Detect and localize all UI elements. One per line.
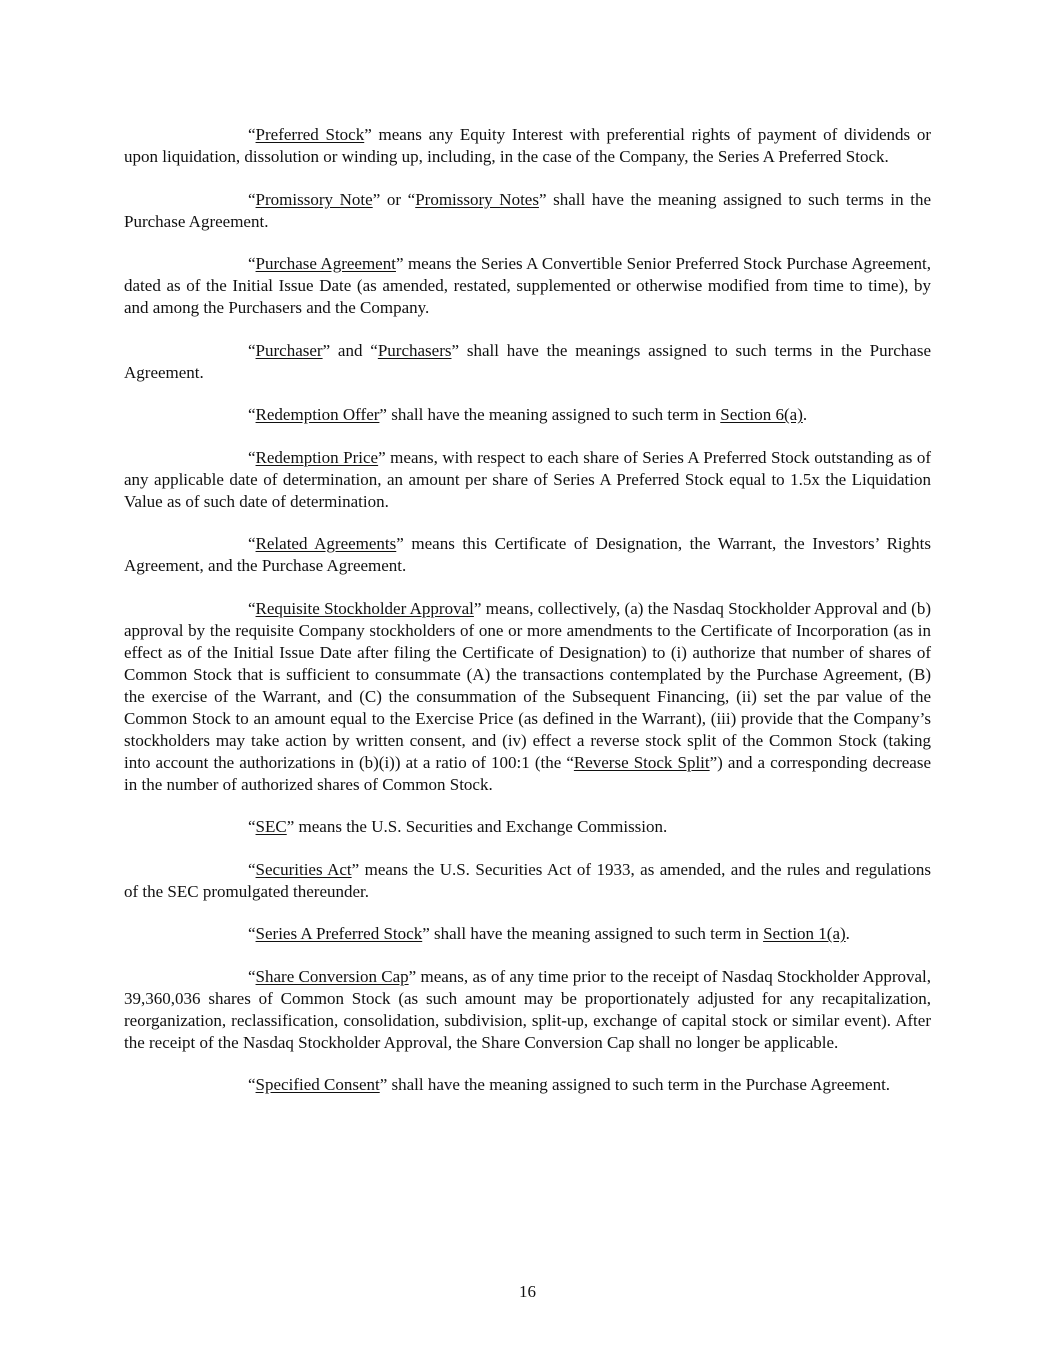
definition-text: “: [248, 817, 256, 836]
defined-term: Section 1(a): [763, 924, 846, 943]
definition-text: “: [248, 254, 256, 273]
defined-term: Preferred Stock: [255, 125, 365, 144]
definition-text: ” means the U.S. Securities and Exchange Commission.: [286, 817, 668, 836]
definition-text: “: [248, 447, 256, 467]
definition-text: ” or “: [372, 189, 416, 209]
definition-paragraph: [124, 859, 931, 903]
definition-text: ” means any Equity Interest with preferential rights of payment of dividends or upon liquidation, dissolution or winding up, including, in the case of the Company, the Series A Preferred Stock.: [124, 125, 931, 166]
defined-term: Securities Act: [255, 859, 352, 879]
defined-term: Series A Preferred Stock: [255, 924, 423, 943]
defined-term: Share Conversion Cap: [255, 966, 409, 986]
definition-paragraph: [124, 1074, 931, 1096]
definition-text: ”) and a corresponding decrease in the number of authorized shares of Common Stock.: [124, 752, 931, 794]
definition-text: ” means this Certificate of Designation, the Warrant, the Investors’ Rights Agreement, and the Purchase Agreement.: [124, 534, 931, 575]
defined-term: Purchaser: [255, 340, 323, 360]
definition-text: ” shall have the meaning assigned to such term in the Purchase Agreement.: [379, 1075, 891, 1094]
definition-text: “: [248, 534, 256, 553]
definition-text: “: [248, 125, 256, 144]
definition-paragraph: [124, 533, 931, 577]
defined-term: Promissory Notes: [415, 189, 539, 209]
defined-term: SEC: [255, 817, 287, 836]
definition-text: “: [248, 405, 256, 424]
definition-text: ” shall have the meaning assigned to such term in: [379, 405, 721, 424]
definition-text: ” shall have the meaning assigned to such terms in the Purchase Agreement.: [124, 189, 931, 231]
definition-paragraph: [124, 447, 931, 513]
definition-text: “: [248, 1075, 256, 1094]
definition-text: “: [248, 924, 256, 943]
definition-text: ” means, with respect to each share of Series A Preferred Stock outstanding as of any applicable date of determination, an amount per share of Series A Preferred Stock equal to 1.5x the Liquidation Value as of such date of determination.: [124, 447, 932, 511]
definition-text: “: [248, 189, 256, 209]
defined-term: Purchasers: [377, 340, 452, 360]
defined-term: Promissory Note: [255, 189, 373, 209]
definition-paragraph: [124, 816, 931, 838]
definition-text: “: [248, 966, 256, 986]
definition-paragraph: [124, 253, 931, 319]
definition-text: ” means the U.S. Securities Act of 1933, as amended, and the rules and regulations of the SEC promulgated thereunder.: [124, 859, 931, 901]
definition-text: ” shall have the meanings assigned to such terms in the Purchase Agreement.: [124, 340, 931, 382]
defined-term: Redemption Offer: [255, 405, 380, 424]
page-number: 16: [519, 1282, 536, 1301]
defined-term: Specified Consent: [255, 1075, 380, 1094]
definition-text: ” shall have the meaning assigned to such term in: [422, 924, 764, 943]
definition-paragraph: [124, 340, 931, 384]
defined-term: Redemption Price: [255, 447, 379, 467]
definition-text: “: [248, 340, 256, 360]
definition-text: “: [248, 859, 256, 879]
definition-paragraph: [124, 966, 931, 1054]
definition-text: ” means the Series A Convertible Senior Preferred Stock Purchase Agreement, dated as of the Initial Issue Date (as amended, restated, supplemented or otherwise modified from time to time), by and among the Purchasers and the Company.: [124, 254, 931, 317]
document-body: [124, 124, 931, 1117]
defined-term: Reverse Stock Split: [573, 752, 710, 772]
definition-text: .: [845, 924, 850, 943]
definition-paragraph: [124, 404, 931, 426]
definition-text: ” and “: [322, 340, 378, 360]
definition-paragraph: [124, 923, 931, 945]
defined-term: Purchase Agreement: [255, 254, 396, 273]
definition-text: .: [802, 405, 808, 424]
definition-paragraph: [124, 189, 931, 233]
definition-text: ” means, collectively, (a) the Nasdaq Stockholder Approval and (b) approval by the requisite Company stockholders of one or more amendments to the Certificate of Incorporation (as in effect as of the Initial Issue Date after filing the Certificate of Designation) to (i) authorize that number of shares of Common Stock that is sufficient to consummate (A) the transactions contemplated by the Purchase Agreement, (B) the exercise of the Warrant, and (C) the consummation of the Subsequent Financing, (ii) set the par value of the Common Stock to an amount equal to the Exercise Price (as defined in the Warrant), (iii) provide that the Company’s stockholders may take action by written consent, and (iv) effect a reverse stock split of the Common Stock (taking into account the authorizations in (b)(i)) at a ratio of 100:1 (the “: [124, 598, 932, 772]
definition-text: “: [248, 598, 256, 618]
defined-term: Related Agreements: [255, 534, 397, 553]
definition-text: ” means, as of any time prior to the receipt of Nasdaq Stockholder Approval, 39,360,036 shares of Common Stock (as such amount may be proportionately adjusted for any recapitalization, reorganization, reclassification, consolidation, subdivision, split-up, exchange of capital stock or similar event). After the receipt of the Nasdaq Stockholder Approval, the Share Conversion Cap shall no longer be applicable.: [124, 966, 931, 1052]
defined-term: Section 6(a): [720, 405, 803, 424]
defined-term: Requisite Stockholder Approval: [255, 598, 474, 618]
definition-paragraph: [124, 598, 931, 796]
definition-paragraph: [124, 124, 931, 168]
